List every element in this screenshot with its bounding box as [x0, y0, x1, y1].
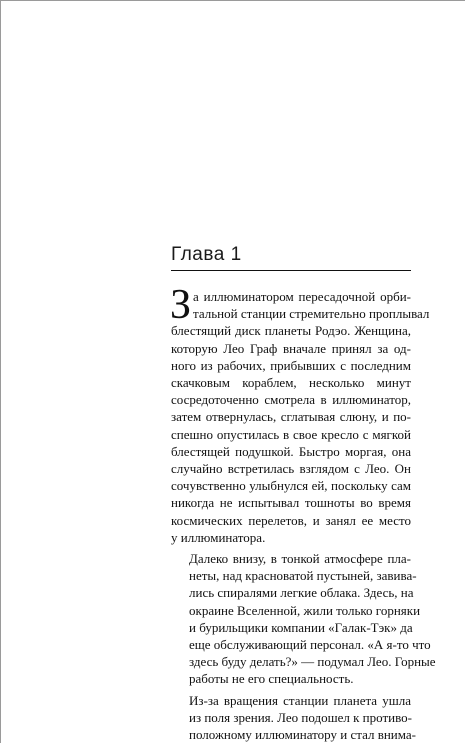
text-line: положному иллюминатору и стал внима-: [189, 727, 416, 743]
paragraph-2: [171, 550, 436, 688]
text-line: работы не его специальность.: [189, 671, 354, 687]
text-line: здесь буду делать?» — подумал Лео. Горные: [189, 654, 436, 670]
paragraph-3: [171, 692, 416, 743]
text-line: сосредоточенно смотрела в иллюминатор,: [171, 392, 411, 408]
text-line: космических перелетов, и занял ее место: [171, 512, 411, 528]
text-line: неты, над красноватой пустыней, завива-: [189, 568, 417, 584]
text-line: ного из рабочих, прибывших с последним: [171, 357, 411, 373]
text-line: из поля зрения. Лео подошел к противо-: [189, 709, 412, 725]
text-line: которую Лео Граф вначале принял за од-: [171, 340, 411, 356]
chapter-rule: [171, 270, 411, 271]
text-line: и бурильщики компании «Галак-Тэк» да: [189, 619, 413, 635]
text-line: у иллюминатора.: [171, 529, 266, 545]
text-line: Далеко внизу, в тонкой атмосфере пла-: [189, 551, 411, 567]
text-line: Из-за вращения станции планета ушла: [189, 692, 411, 708]
text-line: а иллюминатором пересадочной орби-: [193, 289, 411, 304]
text-line: окраине Вселенной, жили только горняки: [189, 602, 421, 618]
chapter-title: Глава 1: [171, 244, 242, 265]
text-line: лись спиралями легкие облака. Здесь, на: [189, 585, 414, 601]
text-line: затем отвернулась, сглатывая слюну, и по-: [171, 409, 411, 425]
text-line: тальной станции стремительно проплывал: [193, 306, 430, 322]
text-line: еще обслуживающий персонал. «А я-то что: [189, 637, 431, 653]
text-line: случайно встретилась взглядом с Лео. Он: [171, 461, 411, 477]
text-line: сочувственно улыбнулся ей, поскольку сам: [171, 478, 411, 494]
drop-cap: З: [170, 282, 192, 328]
paragraph-1: [170, 282, 430, 546]
text-line: никогда не испытывал тошноты во время: [171, 495, 411, 511]
body-text: [170, 282, 436, 743]
text-line: скачковым кораблем, несколько минут: [171, 375, 411, 391]
text-line: блестящий диск планеты Родэо. Женщина,: [171, 323, 411, 339]
text-line: блестящей подушкой. Быстро моргая, она: [171, 443, 411, 459]
text-line: спешно опустилась в свое кресло с мягкой: [171, 426, 411, 442]
chapter-heading: [171, 244, 411, 271]
